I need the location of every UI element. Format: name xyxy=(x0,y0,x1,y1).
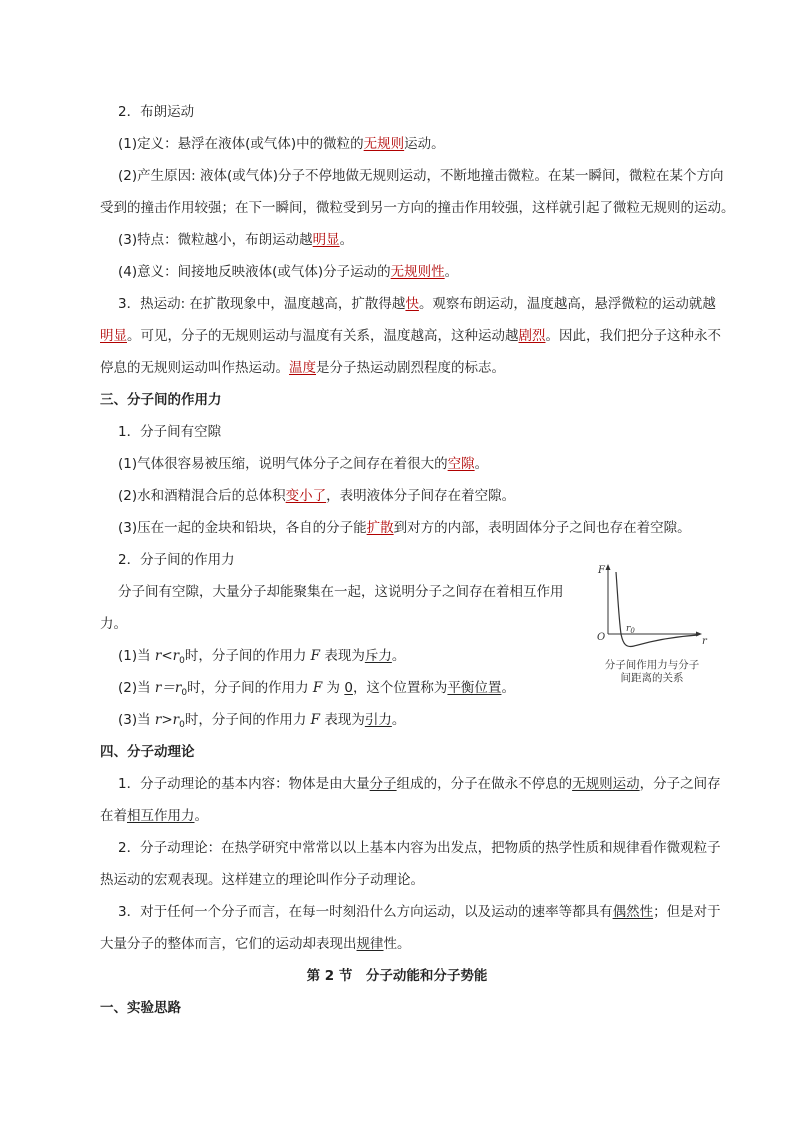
gap-gas: (1)气体很容易被压缩，说明气体分子之间存在着很大的空隙。 xyxy=(118,456,489,472)
f-axis-label: F xyxy=(598,565,605,576)
answer-blank: 明显 xyxy=(312,232,340,248)
answer-blank: 分子 xyxy=(369,776,397,792)
f-axis-arrow xyxy=(606,564,611,570)
section-heading-kinetic-potential-energy: 第 2 节 分子动能和分子势能 xyxy=(306,968,488,984)
answer-blank: 无规则性 xyxy=(390,264,445,280)
theory-definition-line1: 2．分子动理论：在热学研究中常常以以上基本内容为出发点，把物质的热学性质和规律看作微观粒子 xyxy=(118,840,721,856)
thermal-line2: 明显。可见，分子的无规则运动与温度有关系，温度越高，这种运动越剧烈。因此，我们把分子这种永不 xyxy=(100,328,721,344)
subheading-gaps: 1．分子间有空隙 xyxy=(118,424,222,440)
answer-blank: 无规则 xyxy=(363,136,405,152)
theory-statistics-line2: 大量分子的整体而言，它们的运动却表现出规律性。 xyxy=(100,936,411,952)
force-case-attraction: (3)当 $r>r_0$时，分子间的作用力 F 表现为引力。 xyxy=(118,712,406,730)
force-case-equilibrium: (2)当 $r=r_0$时，分子间的作用力 F 为 0，这个位置称为平衡位置。 xyxy=(118,680,515,698)
section-title-intermolecular-force: 三、分子间的作用力 xyxy=(100,392,222,408)
answer-blank: 斥力 xyxy=(364,648,392,664)
thermal-line3: 停息的无规则运动叫作热运动。温度是分子热运动剧烈程度的标志。 xyxy=(100,360,505,376)
theory-statistics-line1: 3．对于任何一个分子而言，在每一时刻沿什么方向运动，以及运动的速率等都具有偶然性；但是对于 xyxy=(118,904,721,920)
answer-blank: 扩散 xyxy=(366,520,394,536)
answer-blank: 偶然性 xyxy=(612,904,654,920)
r0-label: $r_0$ xyxy=(626,624,635,635)
thermal-line1: 3．热运动: 在扩散现象中，温度越高，扩散得越快。观察布朗运动，温度越高，悬浮微粒的运动就越 xyxy=(118,296,716,312)
figure-caption-line2: 间距离的关系 xyxy=(620,672,684,684)
theory-definition-line2: 热运动的宏观表现。这样建立的理论叫作分子动理论。 xyxy=(100,872,424,888)
answer-blank: 快 xyxy=(405,296,419,312)
force-intro-line1: 分子间有空隙，大量分子却能聚集在一起，这说明分子之间存在着相互作用 xyxy=(118,584,564,600)
figure-caption-line1: 分子间作用力与分子 xyxy=(604,659,700,671)
answer-blank: 变小了 xyxy=(285,488,327,504)
brownian-cause-line1: (2)产生原因: 液体(或气体)分子不停地做无规则运动，不断地撞击微粒。在某一瞬间，微粒在某个方向 xyxy=(118,168,724,184)
section-title-kinetic-theory: 四、分子动理论 xyxy=(100,744,195,760)
answer-blank: 明显 xyxy=(100,328,127,344)
answer-blank: 相互作用力 xyxy=(127,808,195,824)
r-axis-label: r xyxy=(702,636,707,647)
origin-label: O xyxy=(597,632,606,643)
brownian-definition: (1)定义：悬浮在液体(或气体)中的微粒的无规则运动。 xyxy=(118,136,445,152)
answer-blank: 无规则运动 xyxy=(572,776,640,792)
subsection-experiment-idea: 一、实验思路 xyxy=(100,1000,181,1016)
answer-blank: 规律 xyxy=(356,936,384,952)
theory-content-line2: 在着相互作用力。 xyxy=(100,808,208,824)
answer-blank: 平衡位置 xyxy=(447,680,502,696)
force-curve xyxy=(616,572,698,647)
force-curve-graph xyxy=(588,560,716,660)
answer-blank: 空隙 xyxy=(447,456,475,472)
answer-blank: 剧烈 xyxy=(518,328,546,344)
force-intro-line2: 力。 xyxy=(100,616,127,632)
force-case-repulsion: (1)当 $r<r_0$时，分子间的作用力 F 表现为斥力。 xyxy=(118,648,406,666)
brownian-meaning: (4)意义：间接地反映液体(或气体)分子运动的无规则性。 xyxy=(118,264,459,280)
force-distance-figure xyxy=(588,560,716,690)
answer-blank: 0 xyxy=(344,680,353,696)
heading-brownian: 2．布朗运动 xyxy=(118,104,195,120)
brownian-feature: (3)特点：微粒越小，布朗运动越明显。 xyxy=(118,232,354,248)
answer-blank: 温度 xyxy=(289,360,316,376)
gap-liquid: (2)水和酒精混合后的总体积变小了，表明液体分子间存在着空隙。 xyxy=(118,488,516,504)
theory-content-line1: 1．分子动理论的基本内容：物体是由大量分子组成的，分子在做永不停息的无规则运动，分子之间存 xyxy=(118,776,721,792)
gap-solid: (3)压在一起的金块和铅块，各自的分子能扩散到对方的内部，表明固体分子之间也存在着空隙。 xyxy=(118,520,691,536)
answer-blank: 引力 xyxy=(364,712,392,728)
subheading-force: 2．分子间的作用力 xyxy=(118,552,235,568)
brownian-cause-line2: 受到的撞击作用较强；在下一瞬间，微粒受到另一方向的撞击作用较强，这样就引起了微粒无规则的运动。 xyxy=(100,200,735,216)
